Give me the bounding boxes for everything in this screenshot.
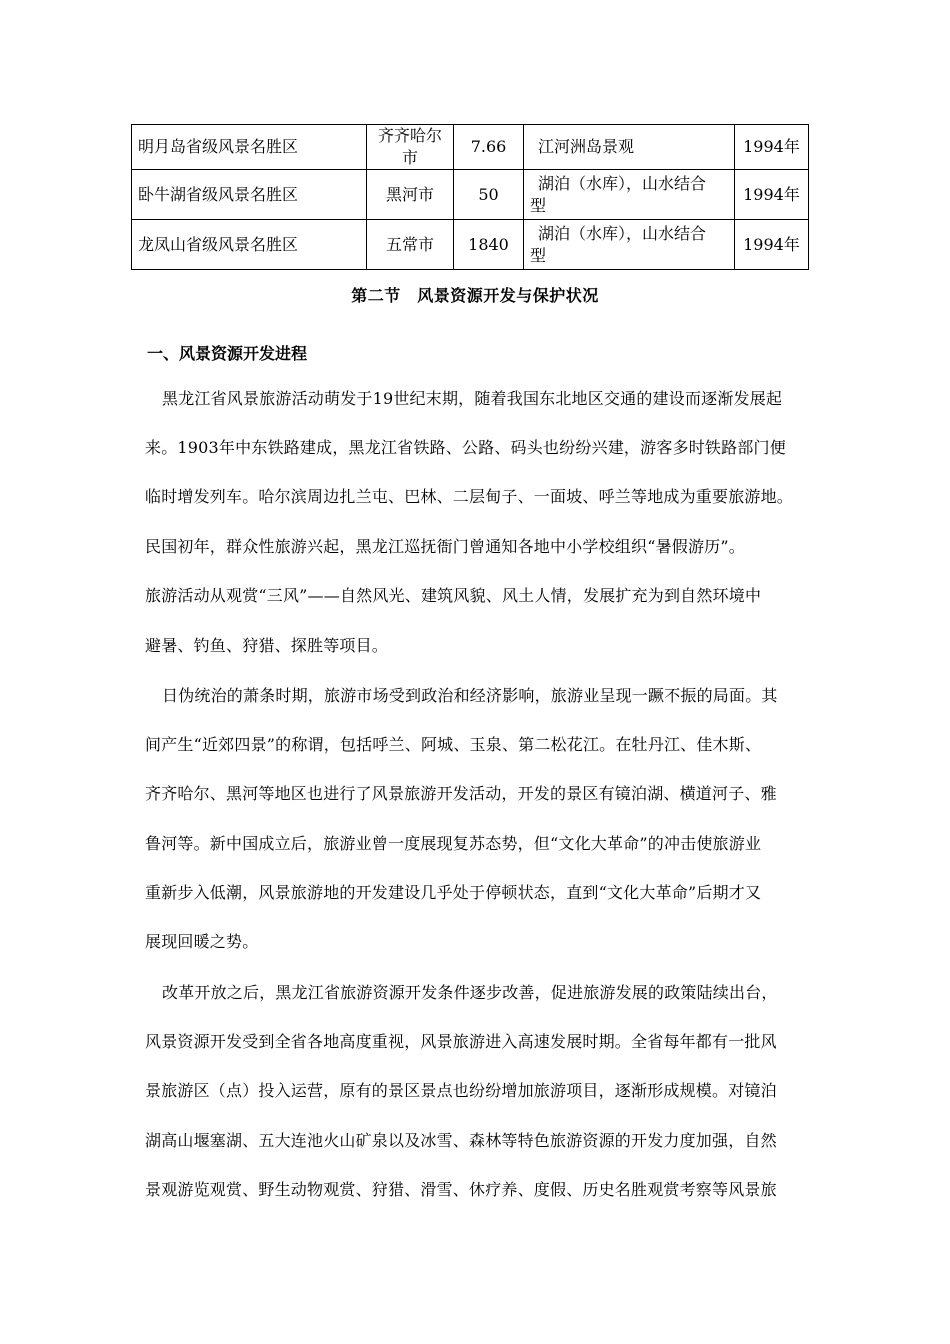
table-cell-city: 黑河市	[367, 170, 454, 220]
table-cell-name: 明月岛省级风景名胜区	[132, 125, 367, 170]
table-cell-area: 50	[454, 170, 524, 220]
scenic-areas-table	[131, 124, 809, 270]
paragraph-line: 风景资源开发受到全省各地高度重视，风景旅游进入高速发展时期。全省每年都有一批风	[145, 1032, 777, 1051]
paragraph-line: 展现回暖之势。	[145, 932, 259, 951]
table-cell-name: 龙凤山省级风景名胜区	[132, 220, 367, 270]
paragraph-line: 改革开放之后，黑龙江省旅游资源开发条件逐步改善，促进旅游发展的政策陆续出台，	[162, 983, 778, 1002]
paragraph-line: 间产生“近郊四景”的称谓，包括呼兰、阿城、玉泉、第二松花江。在牡丹江、佳木斯、	[145, 735, 762, 754]
table-row	[132, 170, 809, 220]
paragraph-line: 日伪统治的萧条时期，旅游市场受到政治和经济影响，旅游业呈现一蹶不振的局面。其	[162, 686, 778, 705]
paragraph-line: 来。1903年中东铁路建成，黑龙江省铁路、公路、码头也纷纷兴建，游客多时铁路部门便	[145, 438, 786, 457]
table-cell-area: 7.66	[454, 125, 524, 170]
table-cell-city: 五常市	[367, 220, 454, 270]
paragraph-line: 鲁河等。新中国成立后，旅游业曾一度展现复苏态势，但“文化大革命”的冲击使旅游业	[145, 834, 762, 853]
table-cell-city: 齐齐哈尔市	[367, 125, 454, 170]
section-title: 第二节 风景资源开发与保护状况	[351, 286, 599, 305]
table-cell-area: 1840	[454, 220, 524, 270]
paragraph-line: 避暑、钓鱼、狩猎、探胜等项目。	[145, 636, 389, 655]
paragraph-line: 旅游活动从观赏“三风”——自然风光、建筑风貌、风土人情，发展扩充为到自然环境中	[145, 586, 762, 605]
type-text: 湖泊（水库），山水结合	[538, 223, 707, 243]
table-cell-year: 1994年	[735, 125, 809, 170]
paragraph-line: 黑龙江省风景旅游活动萌发于19世纪末期，随着我国东北地区交通的建设而逐渐发展起	[162, 389, 783, 408]
paragraph-line: 民国初年，群众性旅游兴起，黑龙江巡抚衙门曾通知各地中小学校组织“暑假游历”。	[145, 537, 745, 556]
paragraph-line: 重新步入低潮，风景旅游地的开发建设几乎处于停顿状态，直到“文化大革命”后期才又	[145, 883, 762, 902]
table-row	[132, 220, 809, 270]
table-cell-name: 卧牛湖省级风景名胜区	[132, 170, 367, 220]
table-cell-type	[524, 220, 735, 270]
type-text: 江河洲岛景观	[538, 137, 635, 156]
type-text: 湖泊（水库），山水结合	[538, 173, 707, 193]
table-cell-type	[524, 125, 735, 170]
type-text-cont: 型	[530, 195, 547, 215]
type-text-cont: 型	[530, 245, 547, 265]
table-cell-year: 1994年	[735, 220, 809, 270]
table-cell-type	[524, 170, 735, 220]
paragraph-line: 齐齐哈尔、黑河等地区也进行了风景旅游开发活动，开发的景区有镜泊湖、横道河子、雅	[145, 784, 777, 803]
paragraph-line: 湖高山堰塞湖、五大连池火山矿泉以及冰雪、森林等特色旅游资源的开发力度加强，自然	[145, 1131, 777, 1150]
paragraph-line: 景旅游区（点）投入运营，原有的景区景点也纷纷增加旅游项目，逐渐形成规模。对镜泊	[145, 1081, 777, 1100]
paragraph-line: 临时增发列车。哈尔滨周边扎兰屯、巴林、二层甸子、一面坡、呼兰等地成为重要旅游地。	[145, 487, 794, 506]
table-row	[132, 125, 809, 170]
table-cell-year: 1994年	[735, 170, 809, 220]
paragraph-line: 景观游览观赏、野生动物观赏、狩猎、滑雪、休疗养、度假、历史名胜观赏考察等风景旅	[145, 1180, 777, 1199]
subheading: 一、风景资源开发进程	[147, 344, 308, 363]
